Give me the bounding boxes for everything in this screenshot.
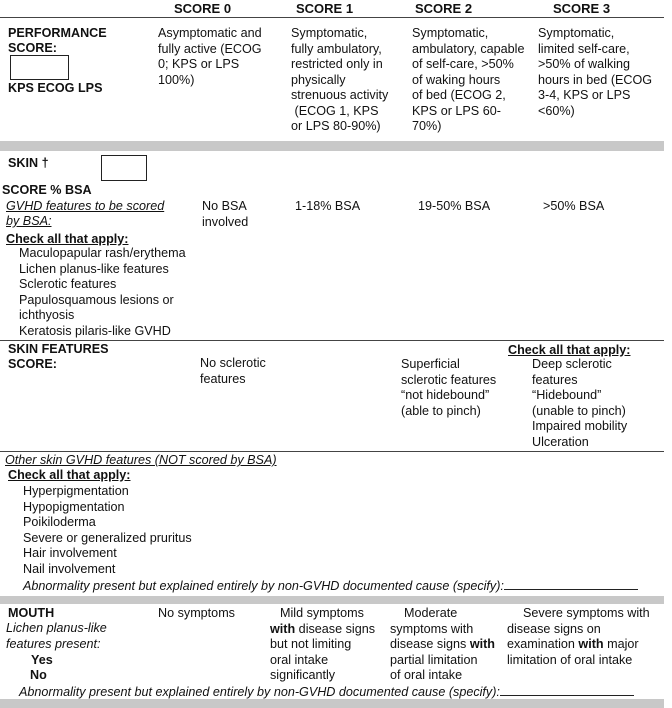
skin-check-all-label: Check all that apply:	[6, 232, 129, 246]
performance-score-0: Asymptomatic and fully active (ECOG 0; KPS or LPS 100%)	[158, 26, 262, 87]
list-item[interactable]: Severe or generalized pruritus	[23, 530, 192, 545]
list-item[interactable]: Poikiloderma	[23, 515, 96, 529]
other-skin-specify-field[interactable]	[504, 578, 638, 590]
skin-features-title: SKIN FEATURES	[8, 342, 109, 356]
rule-other-skin	[0, 451, 664, 452]
skin-gvhd-bsa-label-line2: by BSA:	[6, 214, 52, 228]
list-item[interactable]: Maculopapular rash/erythema	[19, 246, 186, 260]
skin-score-3: >50% BSA	[543, 199, 605, 213]
header-score-0: SCORE 0	[174, 1, 232, 16]
other-skin-title: Other skin GVHD features (NOT scored by BSA)	[5, 453, 277, 467]
performance-subtitle: KPS ECOG LPS	[8, 81, 103, 95]
skin-features-check-all-label: Check all that apply:	[508, 343, 631, 357]
mouth-score-2: Moderate symptoms with disease signs with partial limitation of oral intake	[390, 606, 495, 682]
top-rule	[0, 17, 664, 18]
performance-score-3: Symptomatic, limited self-care, >50% of walking hours in bed (ECOG 3-4, KPS or LPS <60%)	[538, 26, 653, 118]
mouth-no-option[interactable]: No	[30, 668, 47, 682]
bottom-divider	[0, 699, 664, 708]
skin-score-bsa-label: SCORE % BSA	[2, 183, 92, 197]
other-skin-list	[23, 484, 192, 577]
header-score-2: SCORE 2	[415, 1, 473, 16]
list-item[interactable]: Papulosquamous lesions or	[19, 292, 174, 307]
mouth-title: MOUTH	[8, 606, 55, 620]
skin-features-score-2: Superficial sclerotic features “not hidebound” (able to pinch)	[401, 357, 497, 418]
performance-score-label: SCORE:	[8, 41, 57, 55]
section-divider-mouth	[0, 596, 664, 604]
list-item[interactable]: Nail involvement	[23, 561, 116, 576]
rule-skin-features	[0, 340, 664, 341]
skin-feature-list	[19, 246, 186, 339]
skin-features-score-3: Deep sclerotic features “Hidebound” (unable to pinch) Impaired mobility Ulceration	[532, 357, 628, 449]
skin-gvhd-bsa-label-line1: GVHD features to be scored	[6, 199, 165, 213]
list-item: ichthyosis	[19, 308, 75, 322]
other-skin-check-all-label: Check all that apply:	[8, 468, 131, 482]
mouth-lichen-label: Lichen planus-like features present:	[6, 621, 107, 651]
performance-score-1: Symptomatic, fully ambulatory, restricted only in physically strenuous activity (ECOG 1, KPS or LPS 80-90%)	[291, 26, 389, 133]
list-item[interactable]: Ulceration	[532, 434, 589, 449]
skin-score-1: 1-18% BSA	[295, 199, 361, 213]
mouth-abnormality: Abnormality present but explained entirely by non-GVHD documented cause (specify):	[19, 684, 634, 701]
mouth-score-3: Severe symptoms with disease signs on examination with major limitation of oral intake	[507, 606, 650, 667]
skin-score-2: 19-50% BSA	[418, 199, 491, 213]
skin-features-score-0: No sclerotic features	[200, 356, 266, 386]
mouth-score-1: Mild symptoms with disease signs but not limiting oral intake significantly	[270, 606, 375, 682]
list-item[interactable]: Hypopigmentation	[23, 499, 125, 514]
mouth-specify-field[interactable]	[500, 684, 634, 696]
performance-title: PERFORMANCE	[8, 26, 107, 40]
list-item[interactable]: Keratosis pilaris-like GVHD	[19, 323, 171, 338]
mouth-yes-option[interactable]: Yes	[31, 653, 53, 667]
skin-features-score-label: SCORE:	[8, 357, 57, 371]
skin-score-input[interactable]	[101, 155, 147, 181]
skin-score-0: No BSA involved	[202, 199, 249, 229]
list-item[interactable]: Lichen planus-like features	[19, 261, 169, 276]
performance-score-input[interactable]	[10, 55, 69, 80]
section-divider	[0, 141, 664, 151]
other-skin-abnormality: Abnormality present but explained entirely by non-GVHD documented cause (specify):	[23, 578, 638, 595]
header-score-1: SCORE 1	[296, 1, 354, 16]
mouth-score-0: No symptoms	[158, 606, 235, 620]
header-score-3: SCORE 3	[553, 1, 611, 16]
list-item[interactable]: Sclerotic features	[19, 277, 117, 291]
list-item[interactable]: Impaired mobility	[532, 419, 628, 433]
performance-score-2: Symptomatic, ambulatory, capable of self-care, >50% of waking hours of bed (ECOG 2, KPS or LPS 60- 70%)	[412, 26, 525, 133]
list-item[interactable]: Hair involvement	[23, 546, 117, 560]
list-item[interactable]: Hyperpigmentation	[23, 484, 129, 498]
skin-title: SKIN †	[8, 156, 49, 170]
